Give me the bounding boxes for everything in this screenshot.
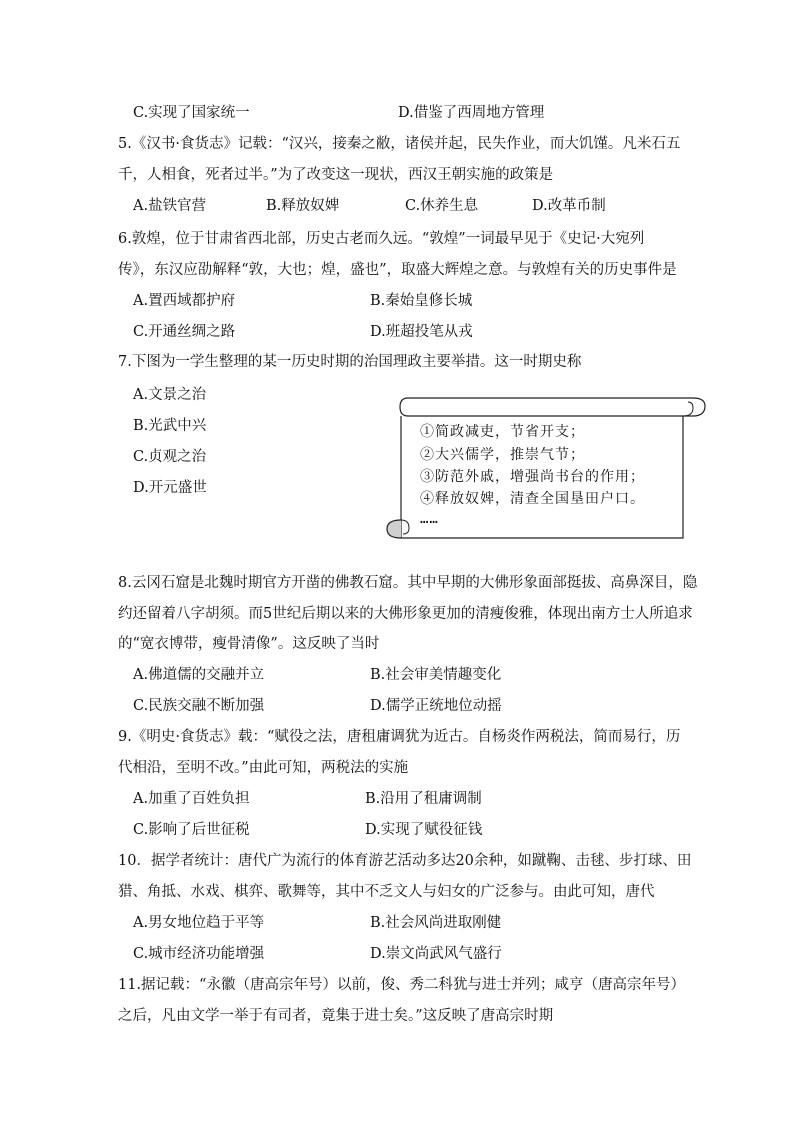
q9-option-c: C.影响了后世征税	[133, 822, 250, 838]
q6-option-a: A.置西域都护府	[133, 293, 236, 309]
q6-stem-line1: 6.敦煌，位于甘肃省西北部，历史古老而久远。“敦煌”一词最早见于《史记·大宛列	[118, 231, 645, 247]
q10-option-c: C.城市经济功能增强	[133, 946, 265, 962]
q9-option-b: B.沿用了租庸调制	[365, 791, 482, 807]
scroll-item-1: ①简政减吏，节省开支；	[420, 424, 585, 440]
q8-stem-line2: 约还留着八字胡须。而5世纪后期以来的大佛形象更加的清瘦俊雅，体现出南方士人所追求	[118, 606, 693, 622]
q8-stem-line1: 8.云冈石窟是北魏时期官方开凿的佛教石窟。其中早期的大佛形象面部挺拔、高鼻深目，隐	[118, 575, 698, 591]
scroll-item-3: ③防范外戚，增强尚书台的作用；	[420, 469, 645, 485]
q4-option-c: C.实现了国家统一	[133, 105, 250, 121]
q6-option-c: C.开通丝绸之路	[133, 324, 236, 340]
q9-stem-line1: 9.《明史·食货志》载：“赋役之法，唐租庸调犹为近古。自杨炎作两税法，简而易行，历	[118, 729, 681, 745]
q11-stem-line1: 11.据记载：“永徽（唐高宗年号）以前，俊、秀二科犹与进士并列；咸亨（唐高宗年号）	[118, 977, 685, 993]
q6-stem-line2: 传》，东汉应劭解释“敦，大也；煌，盛也”，取盛大辉煌之意。与敦煌有关的历史事件是	[118, 262, 677, 278]
q8-option-d: D.儒学正统地位动摇	[370, 698, 502, 714]
q7-option-b: B.光武中兴	[133, 418, 207, 434]
q7-option-d: D.开元盛世	[133, 480, 207, 496]
q6-option-d: D.班超投笔从戎	[370, 324, 473, 340]
q10-stem-line1: 10．据学者统计：唐代广为流行的体育游艺活动多达20余种，如蹴鞠、击毬、步打球、田	[118, 853, 692, 869]
q8-option-c: C.民族交融不断加强	[133, 698, 265, 714]
q9-stem-line2: 代相沿，至明不改。”由此可知，两税法的实施	[118, 760, 409, 776]
q5-stem-line2: 千，人相食，死者过半。”为了改变这一现状，西汉王朝实施的政策是	[118, 167, 554, 183]
q7-stem-line1: 7.下图为一学生整理的某一历史时期的治国理政主要举措。这一时期史称	[118, 354, 582, 370]
scroll-item-5: ……	[420, 511, 439, 527]
q9-option-a: A.加重了百姓负担	[133, 791, 250, 807]
q5-option-d: D.改革币制	[532, 198, 606, 214]
q10-option-b: B.社会风尚进取刚健	[370, 915, 502, 931]
scroll-item-4: ④释放奴婢，清查全国垦田户口。	[420, 491, 645, 507]
q5-option-c: C.休养生息	[405, 198, 479, 214]
q8-option-b: B.社会审美情趣变化	[370, 667, 502, 683]
q10-option-a: A.男女地位趋于平等	[133, 915, 265, 931]
q11-stem-line2: 之后，凡由文学一举于有司者，竟集于进士矣。”这反映了唐高宗时期	[118, 1008, 554, 1024]
q7-option-a: A.文景之治	[133, 387, 207, 403]
q6-option-b: B.秦始皇修长城	[370, 293, 473, 309]
q7-option-c: C.贞观之治	[133, 449, 207, 465]
q8-option-a: A.佛道儒的交融并立	[133, 667, 265, 683]
q5-option-a: A.盐铁官营	[133, 198, 207, 214]
q9-option-d: D.实现了赋役征钱	[365, 822, 483, 838]
q5-stem-line1: 5.《汉书·食货志》记载：“汉兴，接秦之敝，诸侯并起，民失作业，而大饥馑。凡米石五	[118, 136, 681, 152]
scroll-item-2: ②大兴儒学，推崇气节；	[420, 447, 585, 463]
q4-option-d: D.借鉴了西周地方管理	[398, 105, 545, 121]
q8-stem-line3: 的“宽衣博带，瘦骨清像”。这反映了当时	[118, 636, 380, 652]
q10-stem-line2: 猎、角抵、水戏、棋弈、歌舞等，其中不乏文人与妇女的广泛参与。由此可知，唐代	[118, 884, 655, 900]
q5-option-b: B.释放奴婢	[266, 198, 340, 214]
q10-option-d: D.崇文尚武风气盛行	[370, 946, 502, 962]
